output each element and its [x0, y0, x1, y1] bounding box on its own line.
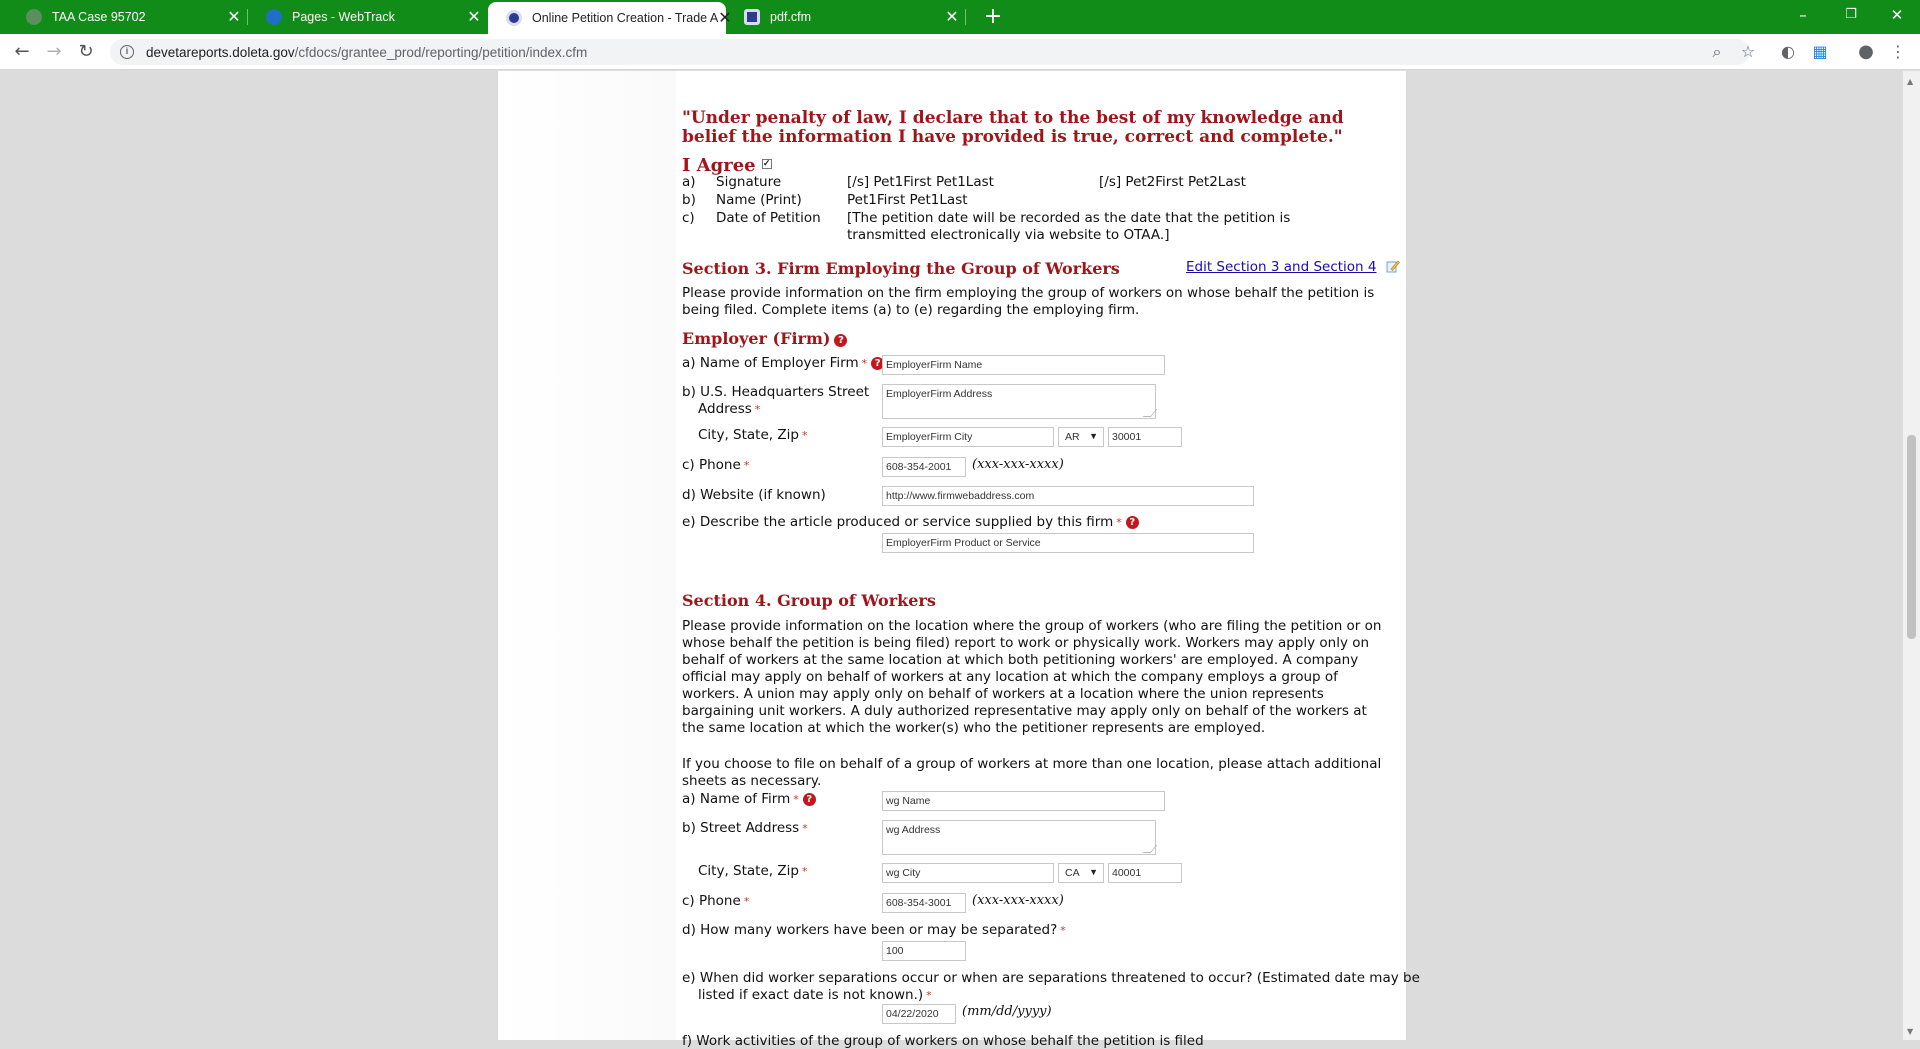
signature-value-2: [/s] Pet2First Pet2Last	[1099, 174, 1246, 190]
name-print-label: Name (Print)	[716, 192, 802, 208]
wg-state-select[interactable]: CA ▼	[1058, 863, 1104, 883]
scroll-up-icon[interactable]: ▲	[1907, 77, 1914, 86]
vertical-scrollbar[interactable]	[1903, 71, 1920, 1040]
wg-zip-input[interactable]: 40001	[1108, 863, 1182, 883]
dol-seal-icon	[744, 9, 760, 25]
agree-checkbox[interactable]: ✓	[762, 159, 771, 169]
declaration-statement: "Under penalty of law, I declare that to the best of my knowledge and belief the information I have provided is true, correct and complete."	[682, 108, 1344, 147]
extension-icon[interactable]: ◐	[1781, 42, 1795, 61]
wg-csz-label-wrap: City, State, Zip *	[698, 863, 808, 879]
employer-csz-label-wrap: City, State, Zip *	[698, 427, 808, 443]
wg-address-textarea[interactable]: wg Address	[882, 820, 1156, 855]
edit-section-3-4-link[interactable]: Edit Section 3 and Section 4	[1186, 259, 1377, 275]
employer-firm-subheading: Employer (Firm) ?	[682, 329, 847, 348]
employer-name-label: a) Name of Employer Firm	[682, 355, 859, 371]
url-host: devetareports.doleta.gov	[146, 44, 295, 60]
tab-pdf[interactable]	[726, 0, 966, 34]
zoom-icon[interactable]: ⌕	[1712, 42, 1722, 61]
menu-kebab-icon[interactable]: ⋮	[1890, 42, 1906, 61]
left-sidebar	[498, 71, 676, 1040]
wg-phone-input[interactable]: 608-354-3001	[882, 893, 966, 913]
help-icon[interactable]: ?	[1126, 516, 1139, 529]
address-bar[interactable]	[110, 39, 1750, 65]
tab-title: TAA Case 95702	[52, 10, 146, 24]
profile-avatar-icon[interactable]: ●	[1858, 41, 1874, 62]
minimize-button[interactable]: –	[1799, 6, 1807, 24]
website-label: d) Website (if known)	[682, 487, 826, 503]
wg-phone-label: c) Phone	[682, 893, 741, 909]
forward-icon[interactable]: →	[46, 41, 62, 62]
new-tab-button[interactable]: +	[983, 4, 1003, 29]
bookmark-star-icon[interactable]: ☆	[1740, 42, 1756, 61]
tab-online-petition[interactable]	[488, 2, 732, 34]
hq-address-textarea[interactable]: EmployerFirm Address	[882, 384, 1156, 419]
website-input[interactable]: http://www.firmwebaddress.com	[882, 486, 1254, 506]
employer-phone-input[interactable]: 608-354-2001	[882, 457, 966, 477]
section3-heading: Section 3. Firm Employing the Group of Workers	[682, 259, 1120, 278]
sharepoint-icon	[266, 9, 282, 25]
workers-label: d) How many workers have been or may be separated?	[682, 922, 1058, 938]
windows-extension-icon[interactable]: ▦	[1812, 42, 1828, 61]
wg-name-label: a) Name of Firm	[682, 791, 791, 807]
employer-phone-label-wrap: c) Phone *	[682, 457, 750, 473]
employer-zip-input[interactable]: 30001	[1108, 427, 1182, 447]
edit-pencil-icon[interactable]	[1386, 259, 1400, 273]
globe-icon	[26, 9, 42, 25]
date-of-petition-value: [The petition date will be recorded as the date that the petition is transmitted electronically via website to OTAA.]	[847, 210, 1291, 243]
dol-seal-icon	[506, 10, 522, 26]
hq-address-label-2: Address	[698, 401, 752, 417]
wg-address-label: b) Street Address	[682, 820, 800, 836]
tab-strip	[0, 0, 1920, 34]
help-icon[interactable]: ?	[803, 793, 816, 806]
edit-section-link-wrap	[1186, 256, 1400, 275]
employer-phone-hint: (xxx-xxx-xxxx)	[972, 457, 1064, 472]
tab-title: Online Petition Creation - Trade A	[532, 11, 719, 25]
signature-value-1: [/s] Pet1First Pet1Last	[847, 174, 994, 190]
wg-phone-label-wrap: c) Phone *	[682, 893, 750, 909]
article-label-wrap: e) Describe the article produced or service supplied by this firm * ?	[682, 514, 1139, 530]
separation-label-2-wrap: listed if exact date is not known.) *	[698, 987, 932, 1003]
tab-title: Pages - WebTrack	[292, 10, 395, 24]
hq-address-label-2-wrap: Address *	[698, 401, 761, 417]
separation-label-1: e) When did worker separations occur or when are separations threatened to occur? (Estimated date may be	[682, 970, 1420, 986]
signature-label: Signature	[716, 174, 782, 190]
scroll-down-icon[interactable]: ▼	[1907, 1027, 1914, 1036]
employer-csz-label: City, State, Zip	[698, 427, 799, 443]
tab-taa-case[interactable]	[8, 0, 248, 34]
work-activities-label: f) Work activities of the group of workers on whose behalf the petition is filed	[682, 1033, 1204, 1049]
section3-intro: Please provide information on the firm employing the group of workers on whose behalf the petition is being filed. Complete items (a) to (e) regarding the employing firm.	[682, 285, 1375, 318]
reload-icon[interactable]: ↻	[78, 41, 94, 62]
url-path: /cfdocs/grantee_prod/reporting/petition/index.cfm	[294, 44, 588, 60]
date-of-petition-label: Date of Petition	[716, 210, 821, 226]
wg-city-input[interactable]: wg City	[882, 863, 1054, 883]
hq-address-label-1: b) U.S. Headquarters Street	[682, 384, 870, 400]
back-icon[interactable]: ←	[14, 41, 30, 62]
separation-label-2: listed if exact date is not known.)	[698, 987, 924, 1003]
info-icon[interactable]: i	[120, 45, 134, 59]
close-tab-icon[interactable]: ✕	[945, 9, 959, 26]
dropdown-caret-icon: ▼	[1089, 431, 1098, 441]
browser-toolbar	[0, 34, 1920, 70]
close-tab-icon[interactable]: ✕	[467, 9, 481, 26]
wg-phone-hint: (xxx-xxx-xxxx)	[972, 893, 1064, 908]
restore-button[interactable]: ❐	[1845, 7, 1857, 22]
close-window-button[interactable]: ✕	[1890, 6, 1904, 24]
tab-webtrack[interactable]	[248, 0, 488, 34]
page-viewport	[0, 71, 1903, 1049]
agree-label: I Agree	[682, 155, 756, 176]
employer-city-input[interactable]: EmployerFirm City	[882, 427, 1054, 447]
wg-name-input[interactable]: wg Name	[882, 791, 1165, 811]
dropdown-caret-icon: ▼	[1089, 867, 1098, 877]
employer-phone-label: c) Phone	[682, 457, 741, 473]
section4-heading: Section 4. Group of Workers	[682, 591, 936, 610]
separation-date-hint: (mm/dd/yyyy)	[962, 1004, 1052, 1019]
wg-name-label-wrap: a) Name of Firm * ?	[682, 791, 816, 807]
close-tab-icon[interactable]: ✕	[718, 10, 732, 27]
tab-title: pdf.cfm	[770, 10, 811, 24]
scrollbar-thumb[interactable]	[1907, 435, 1916, 639]
workers-count-input[interactable]: 100	[882, 941, 966, 961]
article-input[interactable]: EmployerFirm Product or Service	[882, 533, 1254, 553]
help-icon[interactable]: ?	[871, 357, 884, 370]
workers-label-wrap: d) How many workers have been or may be separated? *	[682, 922, 1066, 938]
section4-intro-2: If you choose to file on behalf of a group of workers at more than one location, please attach additional sheets as necessary.	[682, 756, 1382, 789]
help-icon[interactable]: ?	[834, 334, 847, 347]
employer-name-label-wrap: a) Name of Employer Firm * ?	[682, 355, 884, 371]
agree-heading	[682, 155, 772, 176]
petition-page: "Under penalty of law, I declare that to the best of my knowledge and belief the information I have provided is true, correct and complete." I Agree ✓ a) Signature [/s] Pet1First Pet1Last [/s] Pet2First Pet2Last b) Name (Print) Pet1First Pet1Last c) Date of Petition [The petition date will be recorded as the date that the petition is transmitted electronically via website to OTAA.] Section 3. Firm Employing the Group of Workers Edit Section 3 and Section 4 Please provide information on the firm employing the group of workers on whose behalf the petition is being filed. Complete items (a) to (e) regarding the employing firm. Employer (Firm) ? a) Name of Employer Firm * ? EmployerFirm Name b) U.S. Headquarters Street Address * EmployerFirm Address City, State, Zip * EmployerFirm City AR ▼ 30001 c) Phone * 608-354-2001 (xxx-xxx-xxxx) d) Website (if known) http://www.firmwebaddress.com e) Describe the article produced or service supplied by this firm * ? EmployerFirm Product or Service Section 4. Group of Workers Please provide information on the location where the group of workers (who are filing the petition or on whose behalf the petition is being filed) report to work or physically work. Workers may apply only on behalf of workers at the same location at which both petitioning workers' are employed. A company official may apply on behalf of workers at any location at which the company employs a group of workers. A union may apply only on behalf of workers at a location where the union represents bargaining unit workers. A duly authorized representative may apply only on behalf of the workers at the same location at which the worker(s) who the petitioner represents are employed. If you choose to file on behalf of a group of workers at more than one location, please attach additional sheets as necessary. a) Name of Firm * ? wg Name b) Street Address * wg Address City, State, Zip * wg City CA ▼ 40001 c) Phone * 608-354-3001 (xxx-xxx-xxxx) d) How many workers have been or may be separated? * 100 e) When did worker separations occur or when are separations threatened to occur? (Estimated date may be listed if exact date is not known.) * 04/22/2020 (mm/dd/yyyy) f) Work activities of the group of workers on whose behalf the petition is filed	[498, 71, 1406, 1040]
wg-address-label-wrap: b) Street Address *	[682, 820, 808, 836]
wg-csz-label: City, State, Zip	[698, 863, 799, 879]
close-tab-icon[interactable]: ✕	[227, 9, 241, 26]
article-label: e) Describe the article produced or service supplied by this firm	[682, 514, 1114, 530]
employer-state-select[interactable]: AR ▼	[1058, 427, 1104, 447]
employer-name-input[interactable]: EmployerFirm Name	[882, 355, 1165, 375]
separation-date-input[interactable]: 04/22/2020	[882, 1004, 956, 1024]
section4-intro: Please provide information on the location where the group of workers (who are filing the petition or on whose behalf the petition is being filed) report to work or physically work. Workers may apply only on behalf of workers at the same location at which both petitioning workers' are employed. A company official may apply on behalf of workers at any location at which the company employs a group of workers. A union may apply only on behalf of workers at a location where the union represents bargaining unit workers. A duly authorized representative may apply only on behalf of the workers at the same location at which the worker(s) who the petitioner represents are employed.	[682, 618, 1382, 736]
name-print-value: Pet1First Pet1Last	[847, 192, 968, 208]
